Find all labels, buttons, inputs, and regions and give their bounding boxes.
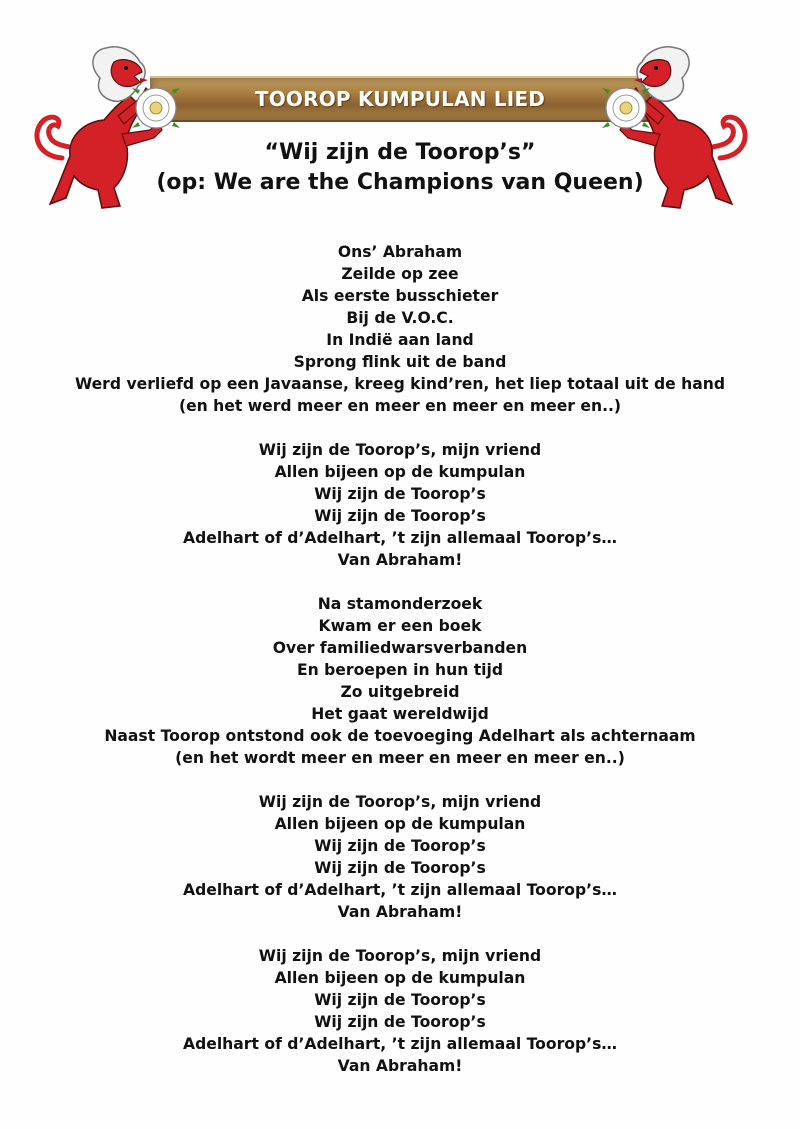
lyric-line: Van Abraham! [337,1057,463,1075]
lyric-line: In Indië aan land [326,331,474,349]
lyric-line: Allen bijeen op de kumpulan [274,463,526,481]
lyric-line: Sprong flink uit de band [293,353,507,371]
lyric-line: (en het werd meer en meer en meer en meer en..) [178,397,622,415]
lyric-line: Wij zijn de Toorop’s [314,507,486,525]
lyric-line: Wij zijn de Toorop’s, mijn vriend [258,793,542,811]
lyric-line: Kwam er een boek [318,617,482,635]
lyric-line: Zeilde op zee [341,265,459,283]
verse [0,439,800,571]
lyric-line: Adelhart of d’Adelhart, ’t zijn allemaal Toorop’s… [183,1035,617,1053]
lyric-line: Allen bijeen op de kumpulan [274,815,526,833]
lyric-line: Wij zijn de Toorop’s [314,991,486,1009]
lyric-line: Wij zijn de Toorop’s [314,485,486,503]
verse [0,945,800,1077]
rose-icon [132,88,180,128]
lyric-line: Het gaat wereldwijd [311,705,489,723]
lyric-line: Wij zijn de Toorop’s [314,1013,486,1031]
lyrics [0,241,800,1099]
banner-title: TOOROP KUMPULAN LIED [254,87,546,111]
lyric-line: Van Abraham! [337,903,463,921]
lyric-line: Wij zijn de Toorop’s [314,859,486,877]
song-title: “Wij zijn de Toorop’s” [264,140,536,165]
lyric-line: Bij de V.O.C. [346,309,454,327]
lyric-line: Over familiedwarsverbanden [272,639,528,657]
verse [0,791,800,923]
lyric-line: Van Abraham! [337,551,463,569]
verse [0,241,800,417]
song-subtitle: (op: We are the Champions van Queen) [156,170,644,195]
lyric-line: Wij zijn de Toorop’s [314,837,486,855]
lyric-line: Na stamonderzoek [317,595,483,613]
lyric-line: Als eerste busschieter [301,287,499,305]
lyric-line: Adelhart of d’Adelhart, ’t zijn allemaal Toorop’s… [183,881,617,899]
lyric-line: Naast Toorop ontstond ook de toevoeging Adelhart als achternaam [104,727,696,745]
verse [0,593,800,769]
lyric-line: Werd verliefd op een Javaanse, kreeg kind’ren, het liep totaal uit de hand [74,375,726,393]
lyric-line: Ons’ Abraham [337,243,463,261]
lyric-line: Zo uitgebreid [340,683,460,701]
title-banner [150,76,650,122]
lyric-line: Adelhart of d’Adelhart, ’t zijn allemaal Toorop’s… [183,529,617,547]
lyric-line: Wij zijn de Toorop’s, mijn vriend [258,947,542,965]
lyric-line: Wij zijn de Toorop’s, mijn vriend [258,441,542,459]
lyric-line: En beroepen in hun tijd [296,661,504,679]
lyric-line: (en het wordt meer en meer en meer en meer en..) [175,749,625,767]
lyric-line: Allen bijeen op de kumpulan [274,969,526,987]
